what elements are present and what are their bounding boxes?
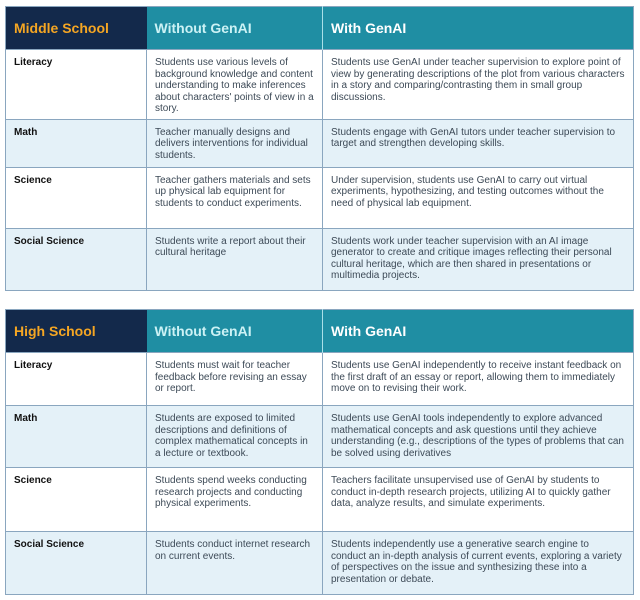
middle-school-table: [5, 6, 634, 291]
without-genai-cell: Teacher gathers materials and sets up physical lab equipment for students to conduct experiments.: [147, 167, 323, 228]
with-genai-cell: Students use GenAI under teacher supervision to explore point of view by generating descriptions of the plot from various characters in a story and comparing/contrasting them in small group discussions.: [323, 50, 634, 120]
without-genai-cell: Students write a report about their cultural heritage: [147, 228, 323, 290]
with-genai-cell: Students use GenAI independently to receive instant feedback on the first draft of an essay or report, allowing them to immediately move on to revising their work.: [323, 353, 634, 406]
without-genai-cell: Students spend weeks conducting research projects and conducting physical experiments.: [147, 468, 323, 532]
subject-cell: Science: [6, 167, 147, 228]
with-genai-cell: Students independently use a generative search engine to conduct an in-depth analysis of current events, exploring a variety of perspectives on the issue and synthesizing these into a presentation or debate.: [323, 532, 634, 595]
without-genai-cell: Students use various levels of background knowledge and content understanding to make inferences about characters' points of view in a story.: [147, 50, 323, 120]
without-genai-header: Without GenAI: [147, 310, 323, 353]
subject-cell: Social Science: [6, 532, 147, 595]
table-row-social-science: [6, 532, 634, 595]
without-genai-cell: Students are exposed to limited descriptions and definitions of complex mathematical concepts in a lecture or textbook.: [147, 406, 323, 468]
with-genai-header: With GenAI: [323, 7, 634, 50]
subject-cell: Science: [6, 468, 147, 532]
table-header-row: [6, 7, 634, 50]
without-genai-cell: Students conduct internet research on current events.: [147, 532, 323, 595]
without-genai-cell: Students must wait for teacher feedback before revising an essay or report.: [147, 353, 323, 406]
without-genai-header: Without GenAI: [147, 7, 323, 50]
level-header: Middle School: [6, 7, 147, 50]
table-row-math: [6, 119, 634, 167]
subject-cell: Math: [6, 119, 147, 167]
subject-cell: Math: [6, 406, 147, 468]
table-row-literacy: [6, 353, 634, 406]
level-header: High School: [6, 310, 147, 353]
table-row-science: [6, 468, 634, 532]
table-row-social-science: [6, 228, 634, 290]
with-genai-header: With GenAI: [323, 310, 634, 353]
subject-cell: Social Science: [6, 228, 147, 290]
table-row-math: [6, 406, 634, 468]
with-genai-cell: Students work under teacher supervision with an AI image generator to create and critique images reflecting their personal cultural heritage, which are then shared in presentations or multimedia projects.: [323, 228, 634, 290]
with-genai-cell: Under supervision, students use GenAI to carry out virtual experiments, hypothesizing, and testing outcomes without the need of physical lab equipment.: [323, 167, 634, 228]
with-genai-cell: Teachers facilitate unsupervised use of GenAI by students to conduct in-depth research projects, utilizing AI to quickly gather data, analyze results, and simulate experiments.: [323, 468, 634, 532]
table-row-science: [6, 167, 634, 228]
with-genai-cell: Students engage with GenAI tutors under teacher supervision to target and strengthen developing skills.: [323, 119, 634, 167]
table-header-row: [6, 310, 634, 353]
table-row-literacy: [6, 50, 634, 120]
high-school-table: [5, 309, 634, 595]
subject-cell: Literacy: [6, 353, 147, 406]
without-genai-cell: Teacher manually designs and delivers interventions for individual students.: [147, 119, 323, 167]
with-genai-cell: Students use GenAI tools independently to explore advanced mathematical concepts and ask questions until they achieve understanding (e.g., descriptions of the types of problems that can be solved using derivatives: [323, 406, 634, 468]
subject-cell: Literacy: [6, 50, 147, 120]
